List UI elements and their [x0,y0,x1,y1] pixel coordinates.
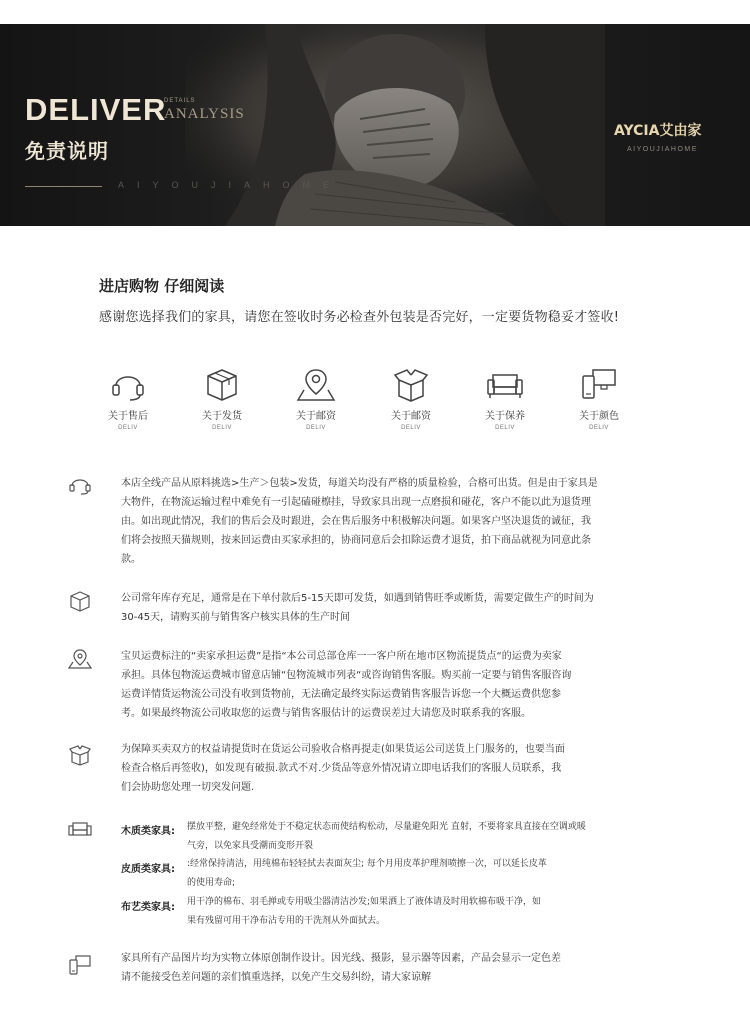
open-box-icon [391,366,431,402]
icon-label: 关于发货 [202,411,242,422]
icon-label: 关于邮资 [391,411,431,422]
inspection-text: 为保障买卖双方的权益请提货时在货运公司验收合格再提走(如果货运公司送货上门服务的，也要当面 检查合格后再签收)，如发现有破损.款式不对.少货品等意外情况请立即电话我们的客服人员联系，我 们会协助您处理一切突发问题. [121,744,565,793]
icon-item-postage-2 [371,366,451,431]
devices-icon [579,366,619,402]
header-banner [0,24,750,226]
leather-care-label: 皮质类家具: [121,864,175,875]
icon-item-after-sales [88,366,168,431]
brand-logo-sub: AIYOUJIAHOME [627,146,698,153]
intro-text: 感谢您选择我们的家具，请您在签收时务必检查外包装是否完好，一定要货物稳妥才签收! [99,310,620,325]
icon-item-postage [276,366,356,431]
intro-heading: 进店购物 仔细阅读 [99,277,225,295]
location-pin-icon [296,366,336,402]
icon-label: 关于保养 [485,411,525,422]
banner-divider [25,186,102,187]
icon-label: 关于邮资 [296,411,336,422]
icon-label: 关于颜色 [579,411,619,422]
open-box-icon [68,744,92,766]
color-text: 家具所有产品图片均为实物立体原创制作设计。因光线、摄影，显示器等因素，产品会显示一定色差 请不能接受色差问题的亲们慎重选择，以免产生交易纠纷，请大家谅解 [121,953,561,983]
icon-item-shipping [182,366,262,431]
banner-title-cn: 免责说明 [25,139,109,163]
icon-sub: DELIV [495,425,515,431]
banner-spaced-text: AIYOUJIAHOME [118,180,343,190]
sofa-icon [68,820,92,838]
banner-details-label: DETAILS [164,98,196,104]
icon-item-care [465,366,545,431]
icon-sub: DELIV [212,425,232,431]
postage-text: 宝贝运费标注的“卖家承担运费”是指“本公司总部仓库一一客户所在地市区物流提货点“的运费为卖家 承担。具体包物流运费城市留意店铺“包物流城市列表“或咨询销售客服。购买前一定要与销售客服咨询 运费详情货运物流公司没有收到货物前，无法确定最终实际运费销售客服告诉您一个大概运费供您参 考。如果最终物流公司收取您的运费与销售客服估计的运费误差过大请您及时联系我的客服。 [121,651,572,719]
banner-photo [185,24,605,226]
icon-sub: DELIV [589,425,609,431]
banner-analysis-label: ANALYSIS [164,106,245,122]
headset-icon [108,366,148,402]
icon-item-color [559,366,639,431]
icon-sub: DELIV [306,425,326,431]
banner-title: DELIVER [25,92,167,127]
shipping-text: 公司常年库存充足，通常是在下单付款后5-15天即可发货，如遇到销售旺季或断货，需要定做生产的时间为 30-45天，请购买前与销售客户核实具体的生产时间 [121,593,594,623]
box-icon [202,366,242,402]
devices-icon [68,954,92,976]
icon-sub: DELIV [401,425,421,431]
fabric-care-label: 布艺类家具: [121,902,175,913]
after-sales-text: 本店全线产品从原料挑选>生产＞包装>发货，每道关均没有严格的质量检验，合格可出货。但是由于家具是 大物件，在物流运输过程中难免有一引起磕碰檫挂，导致家具出现一点磨损和碰花，客户不能以此为退货理 由。如出现此情况，我们的售后会及时跟进，会在售后服务中积极解决问题。如果客户坚决退货的诚征，我 们将会按照天猫规则，按来回运费由买家承担的，协商同意后会扣除运费才退货，拍下商品就视为同意此条 款。 [121,478,598,565]
icon-label: 关于售后 [108,411,148,422]
wood-care-text: 摆放平整，避免经常处于不稳定状态而使结构松动，尽量避免阳光 直射，不要将家具直接在空调或暖 气旁，以免家具受潮而变形开裂 [187,822,586,851]
location-pin-icon [68,648,92,670]
brand-logo: AYCIA艾由家 [614,123,702,139]
box-icon [68,590,92,612]
icon-sub: DELIV [118,425,138,431]
fabric-care-text: 用干净的棉布、羽毛掸或专用吸尘器清洁沙发;如果洒上了液体请及时用软棉布吸干净，如 果有残留可用干净布沾专用的干洗剂从外面拭去。 [187,897,542,926]
wood-care-label: 木质类家具: [121,826,175,837]
headset-icon [68,474,92,496]
leather-care-text: :经常保持清洁，用纯棉布轻轻拭去表面灰尘; 每个月用皮革护理剂喷擦一次，可以延长皮革 的使用寿命; [187,859,547,888]
sofa-icon [485,366,525,402]
